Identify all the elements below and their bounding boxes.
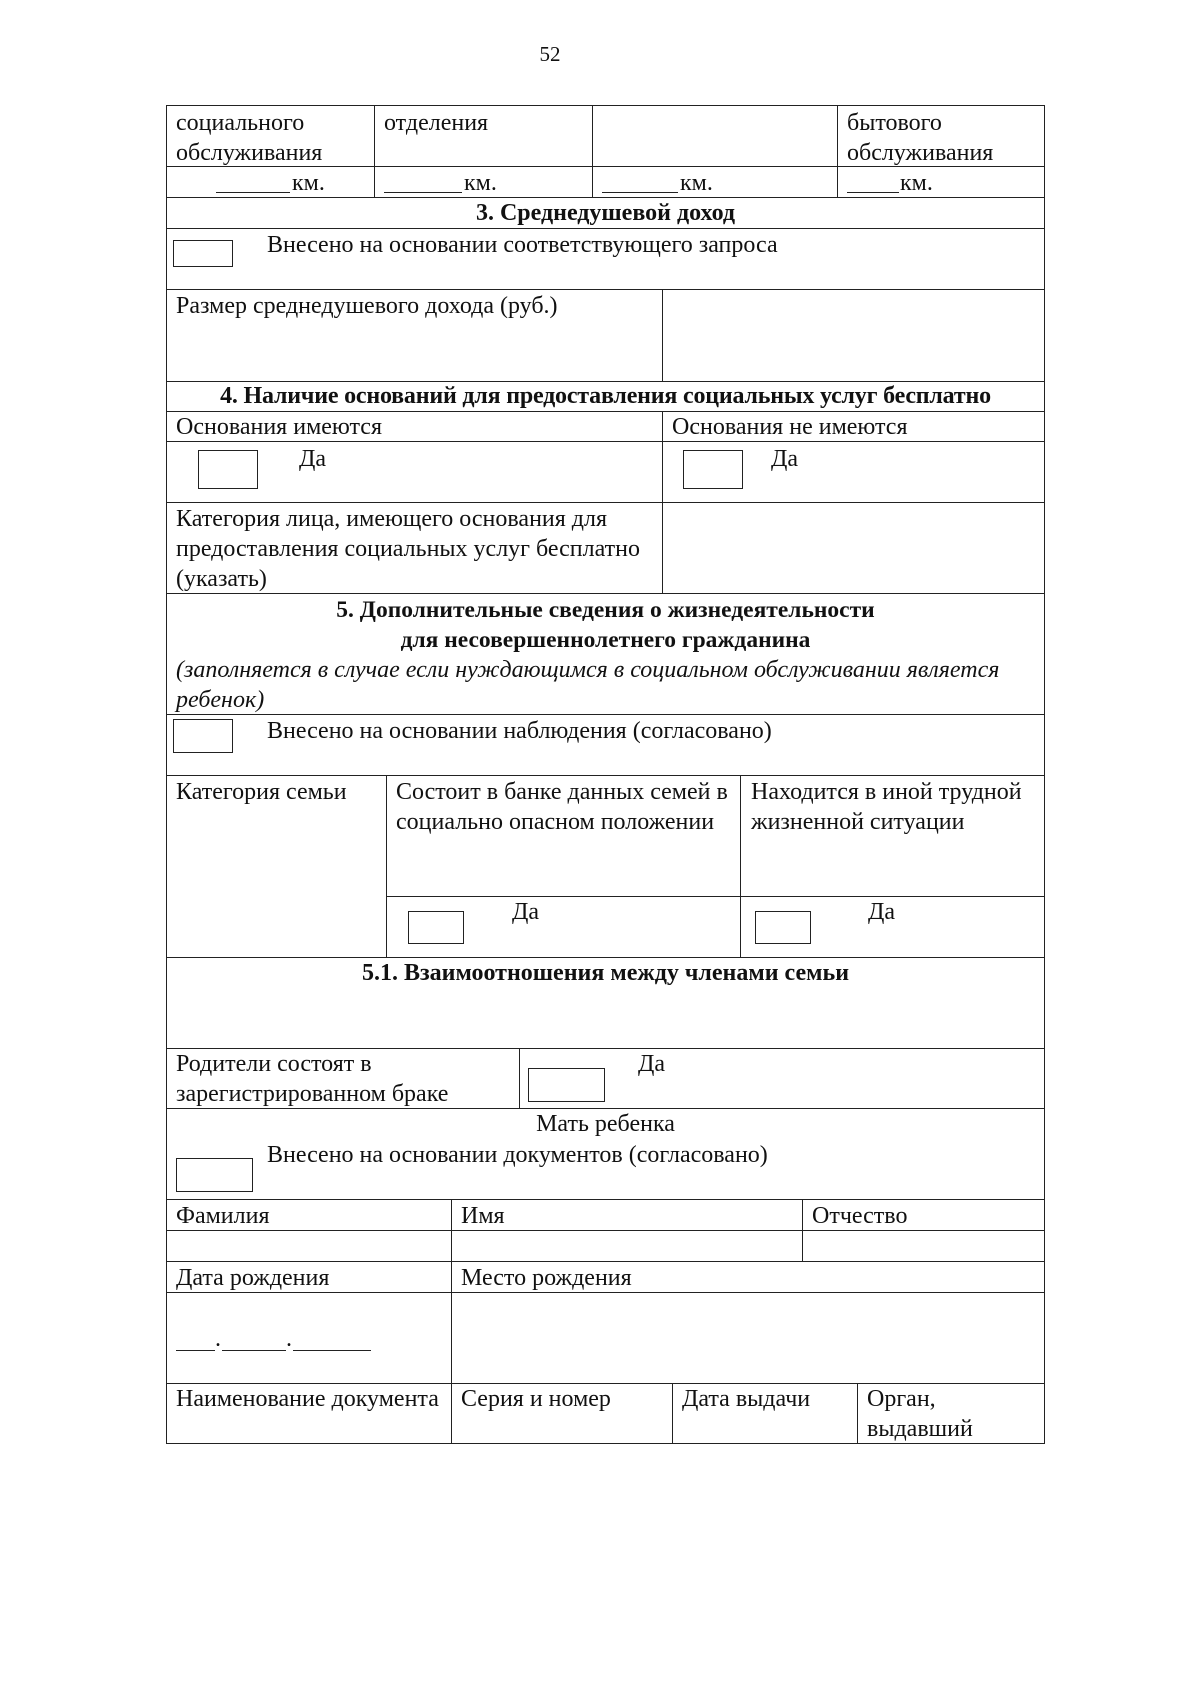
grounds-yes-checkbox[interactable]: [198, 450, 258, 489]
income-value-field[interactable]: [672, 291, 1037, 377]
family-category-label: Категория семьи: [176, 779, 347, 805]
row-divider: [166, 502, 1045, 503]
distance-unit: км.: [292, 170, 325, 196]
grounds-no-checkbox[interactable]: [683, 450, 743, 489]
section-3-title: 3. Среднедушевой доход: [475, 200, 736, 226]
row-divider: [166, 289, 1045, 290]
distance-blank-line[interactable]: [216, 192, 290, 193]
row-divider: [166, 1261, 1045, 1262]
column-divider: [662, 411, 663, 593]
column-divider: [592, 105, 593, 197]
patronymic-field[interactable]: [803, 1232, 1044, 1260]
row-divider: [166, 228, 1045, 229]
mother-header: Мать ребенка: [536, 1111, 675, 1137]
birth-date-label: Дата рождения: [176, 1265, 330, 1291]
category-value-field[interactable]: [672, 504, 1037, 588]
patronymic-label: Отчество: [812, 1203, 908, 1229]
birth-place-field[interactable]: [452, 1294, 1044, 1382]
data-bank-yes-label: Да: [512, 899, 540, 925]
married-label: Родители состоят в зарегистрированном браке: [176, 1051, 449, 1107]
section-5-observation-checkbox[interactable]: [173, 719, 233, 753]
grounds-yes-header: Основания имеются: [176, 414, 382, 440]
surname-label: Фамилия: [176, 1203, 270, 1229]
section-5-note: (заполняется в случае если нуждающимся в социальном обслуживании является ребенок): [176, 657, 1000, 713]
married-yes-label: Да: [638, 1051, 666, 1077]
column-divider: [519, 1048, 520, 1108]
mother-entered-note: Внесено на основании документов (согласовано): [267, 1142, 768, 1168]
page-number: 52: [539, 42, 561, 66]
section-5-title-line1: 5. Дополнительные сведения о жизнедеятельности: [336, 597, 875, 623]
column-divider: [740, 775, 741, 957]
column-divider: [672, 1383, 673, 1444]
distance-unit: км.: [900, 170, 933, 196]
column-divider: [857, 1383, 858, 1444]
issue-date-label: Дата выдачи: [682, 1386, 811, 1412]
birth-date-separator: .: [215, 1326, 221, 1352]
birth-date-separator: .: [286, 1326, 292, 1352]
birth-year-line[interactable]: [293, 1350, 371, 1351]
column-divider: [386, 775, 387, 957]
row-divider: [386, 896, 1045, 897]
distance-blank-line[interactable]: [384, 192, 462, 193]
birth-month-line[interactable]: [222, 1350, 286, 1351]
married-checkbox[interactable]: [528, 1068, 605, 1102]
section-5-entered-note: Внесено на основании наблюдения (согласовано): [267, 718, 772, 744]
category-label: Категория лица, имеющего основания для предоставления социальных услуг бесплатно (указать): [176, 506, 640, 592]
distance-header-household-service: бытового обслуживания: [847, 110, 994, 166]
birth-place-label: Место рождения: [461, 1265, 632, 1291]
section-4-title: 4. Наличие оснований для предоставления социальных услуг бесплатно: [220, 383, 991, 409]
row-divider: [166, 1199, 1045, 1200]
section-3-entered-note: Внесено на основании соответствующего запроса: [267, 232, 778, 258]
column-divider: [374, 105, 375, 197]
doc-name-label: Наименование документа: [176, 1386, 439, 1412]
name-field[interactable]: [452, 1232, 801, 1260]
issuer-label: Орган, выдавший: [867, 1386, 973, 1442]
grounds-yes-label: Да: [299, 446, 327, 472]
row-divider: [166, 1230, 1045, 1231]
section-5-1-title: 5.1. Взаимоотношения между членами семьи: [361, 960, 850, 986]
birth-day-line[interactable]: [176, 1350, 215, 1351]
name-label: Имя: [461, 1203, 505, 1229]
section-5-title-line2: для несовершеннолетнего гражданина: [400, 627, 811, 653]
income-label: Размер среднедушевого дохода (руб.): [176, 293, 558, 319]
series-number-label: Серия и номер: [461, 1386, 611, 1412]
difficult-situation-checkbox[interactable]: [755, 911, 811, 944]
data-bank-checkbox[interactable]: [408, 911, 464, 944]
distance-unit: км.: [464, 170, 497, 196]
distance-blank-line[interactable]: [847, 192, 899, 193]
mother-documents-checkbox[interactable]: [176, 1158, 253, 1192]
grounds-no-header: Основания не имеются: [672, 414, 908, 440]
difficult-situation-label: Находится в иной трудной жизненной ситуации: [751, 779, 1022, 835]
distance-blank-line[interactable]: [602, 192, 678, 193]
distance-unit: км.: [680, 170, 713, 196]
distance-header-social-service: социального обслуживания: [176, 110, 323, 166]
data-bank-label: Состоит в банке данных семей в социально опасном положении: [396, 779, 728, 835]
surname-field[interactable]: [167, 1232, 450, 1260]
column-divider: [662, 289, 663, 381]
column-divider: [837, 105, 838, 197]
row-divider: [166, 775, 1045, 776]
distance-header-department: отделения: [384, 110, 489, 136]
grounds-no-yes-label: Да: [771, 446, 799, 472]
difficult-situation-yes-label: Да: [868, 899, 896, 925]
section-3-request-checkbox[interactable]: [173, 240, 233, 267]
